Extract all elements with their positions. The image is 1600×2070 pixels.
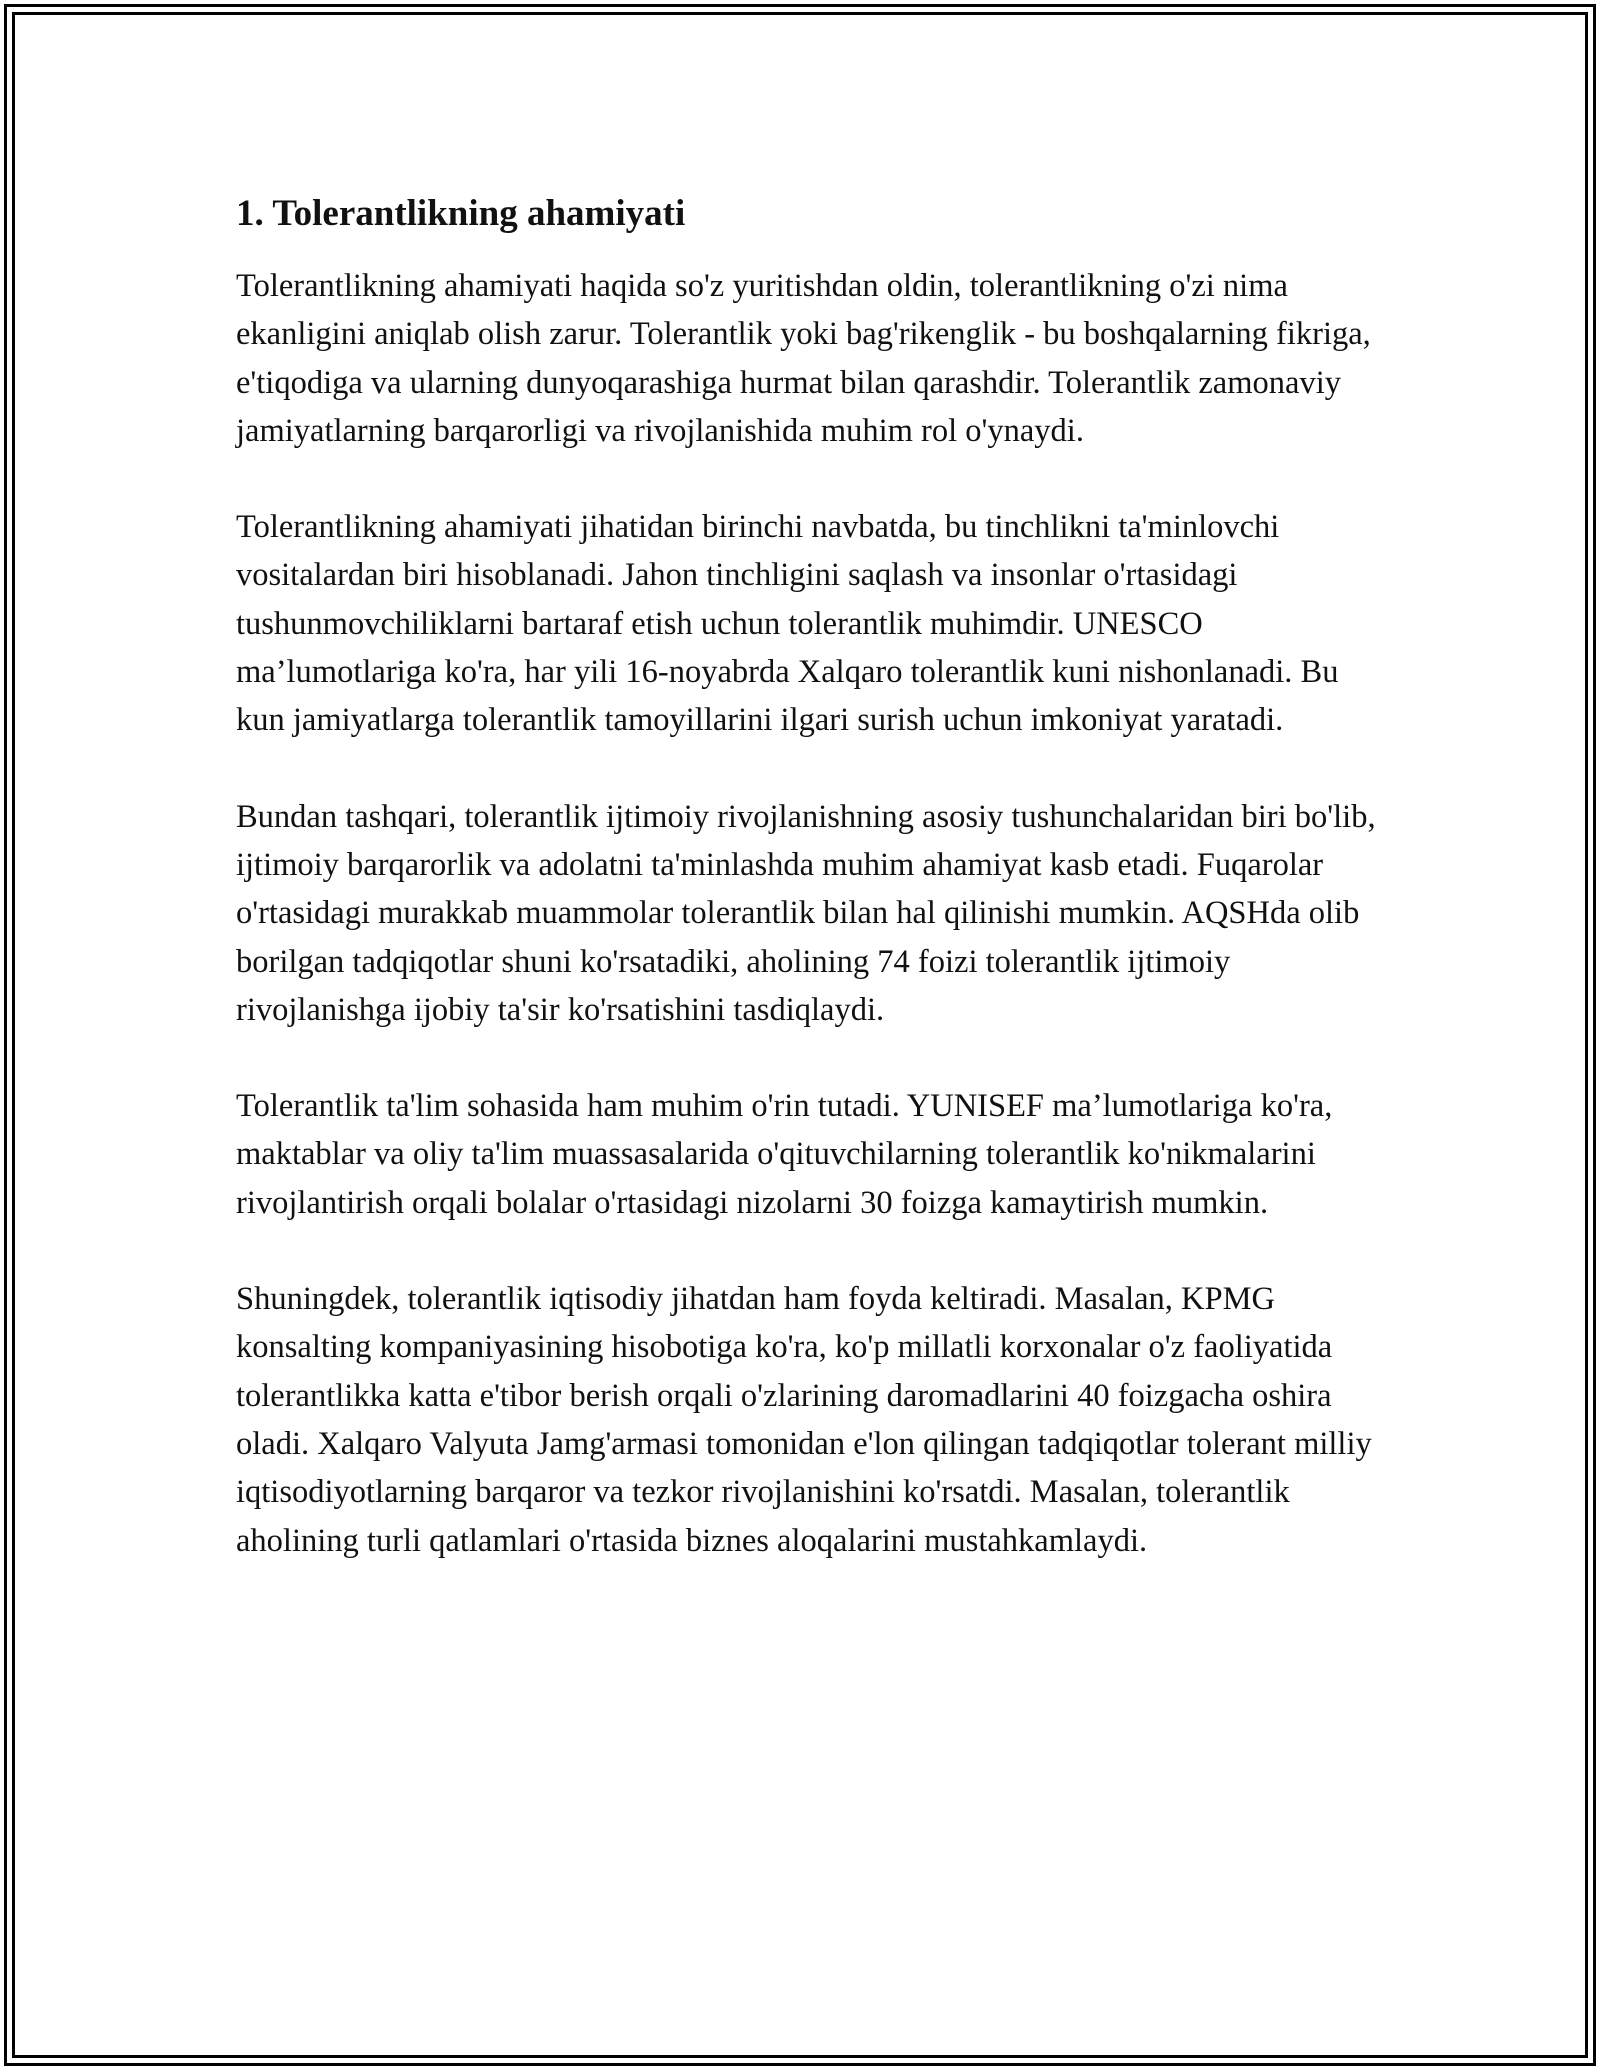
document-page (236, 186, 1376, 1613)
paragraph-social-development: Bundan tashqari, tolerantlik ijtimoiy rivojlanishning asosiy tushunchalaridan biri bo'lib, ijtimoiy barqarorlik va adolatni ta'minlashda muhim ahamiyat kasb etadi. Fuqarolar o'rtasidagi murakkab muammolar tolerantlik bilan hal qilinishi mumkin. AQSHda olib borilgan tadqiqotlar shuni ko'rsatadiki, aholining 74 foizi tolerantlik ijtimoiy rivojlanishga ijobiy ta'sir ko'rsatishini tasdiqlaydi. (236, 798, 1376, 1028)
paragraph-definition: Tolerantlikning ahamiyati haqida so'z yuritishdan oldin, tolerantlikning o'zi nima ekanligini aniqlab olish zarur. Tolerantlik yoki bag'rikenglik - bu boshqalarning fikriga, e'tiqodiga va ularning dunyoqarashiga hurmat bilan qarashdir. Tolerantlik zamonaviy jamiyatlarning barqarorligi va rivojlanishida muhim rol o'ynaydi. (236, 268, 1371, 449)
paragraph-peace: Tolerantlikning ahamiyati jihatidan birinchi navbatda, bu tinchlikni ta'minlovchi vositalardan biri hisoblanadi. Jahon tinchligini saqlash va insonlar o'rtasidagi tushunmovchiliklarni bartaraf etish uchun tolerantlik muhimdir. UNESCO ma’lumotlariga ko'ra, har yili 16-noyabrda Xalqaro tolerantlik kuni nishonlanadi. Bu kun jamiyatlarga tolerantlik tamoyillarini ilgari surish uchun imkoniyat yaratadi. (236, 509, 1339, 739)
paragraph-education: Tolerantlik ta'lim sohasida ham muhim o'rin tutadi. YUNISEF ma’lumotlariga ko'ra, maktablar va oliy ta'lim muassasalarida o'qituvchilarning tolerantlik ko'nikmalarini rivojlantirish orqali bolalar o'rtasidagi nizolarni 30 foizga kamaytirish mumkin. (236, 1088, 1333, 1221)
paragraph-economy: Shuningdek, tolerantlik iqtisodiy jihatdan ham foyda keltiradi. Masalan, KPMG konsalting kompaniyasining hisobotiga ko'ra, ko'p millatli korxonalar o'z faoliyatida tolerantlikka katta e'tibor berish orqali o'zlarining daromadlarini 40 foizgacha oshira oladi. Xalqaro Valyuta Jamg'armasi tomonidan e'lon qilingan tadqiqotlar tolerant milliy iqtisodiyotlarning barqaror va tezkor rivojlanishini ko'rsatdi. Masalan, tolerantlik aholining turli qatlamlari o'rtasida biznes aloqalarini mustahkamlaydi. (236, 1281, 1372, 1559)
section-heading: 1. Tolerantlikning ahamiyati (236, 193, 686, 234)
